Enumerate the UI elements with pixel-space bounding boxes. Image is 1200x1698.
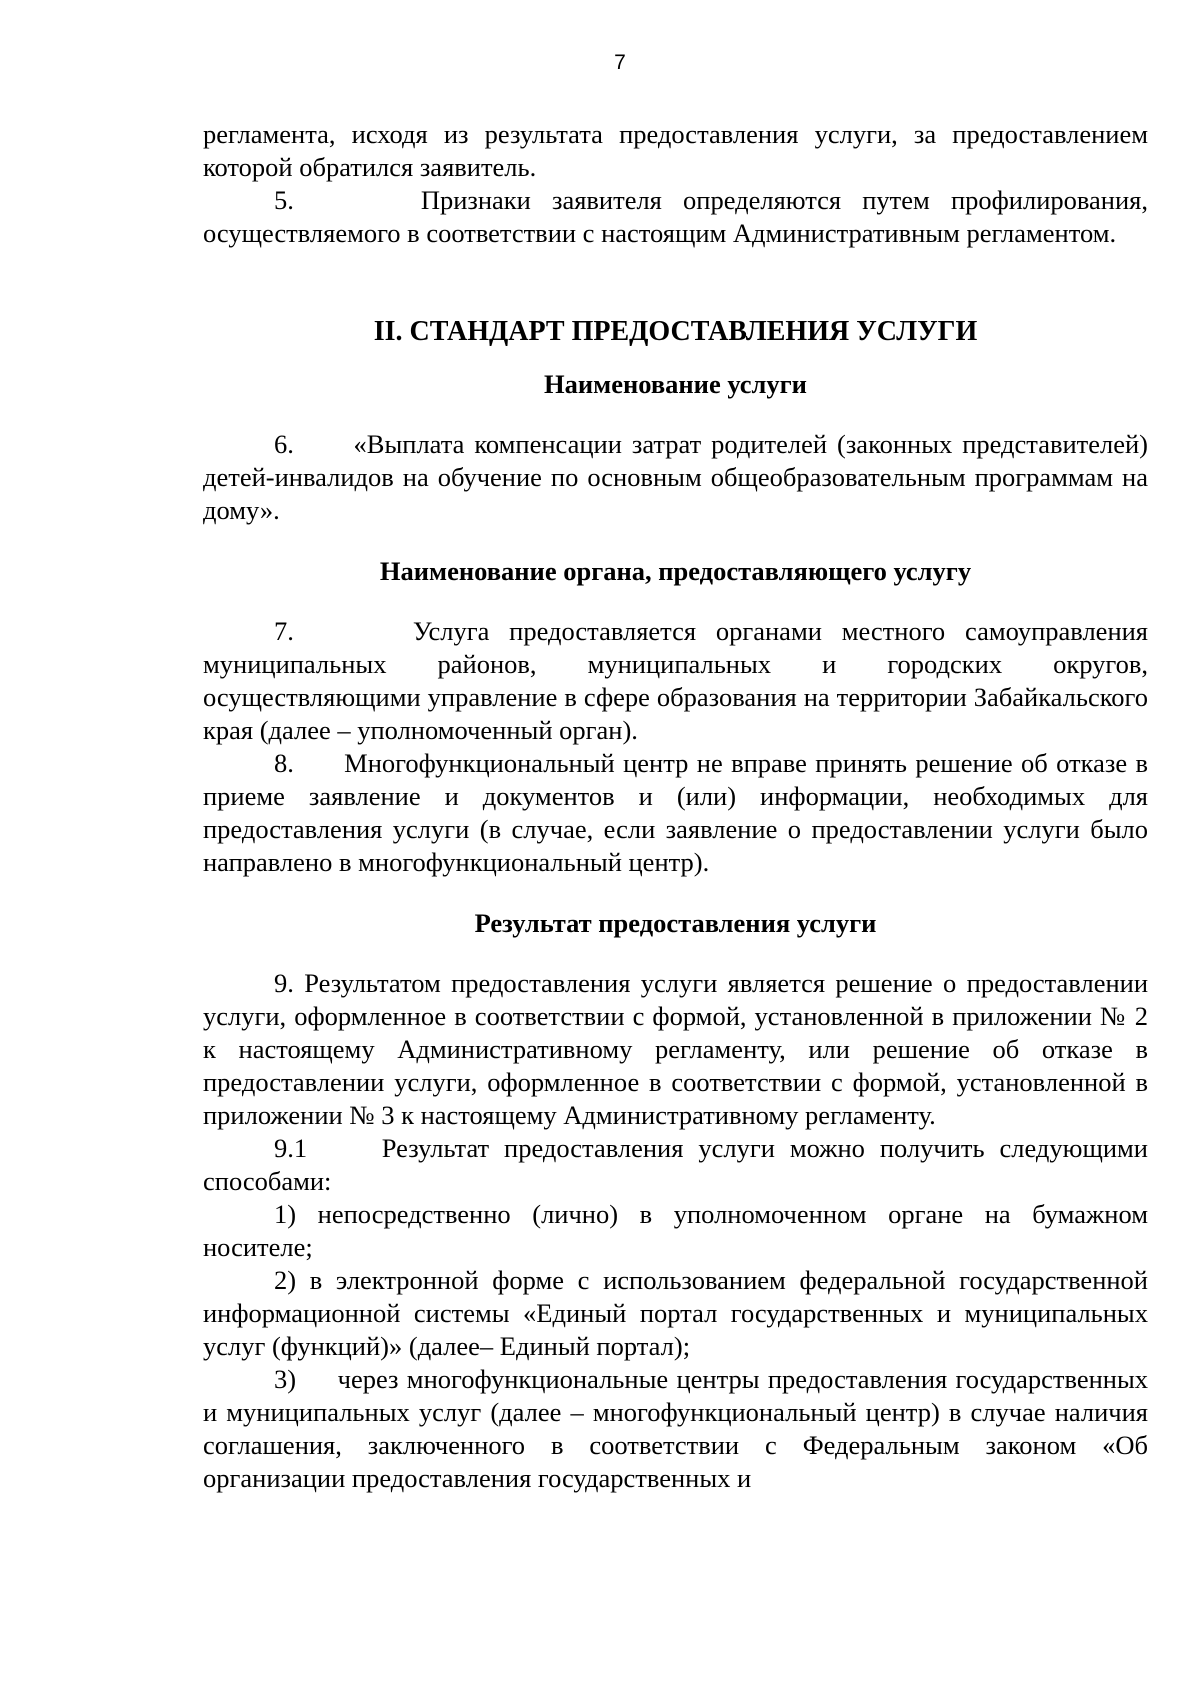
result-way-3: 3) через многофункциональные центры предоставления государственных и муниципальных услуг (далее – многофункциональный центр) в случае наличия соглашения, заключенного в соответствии с Федеральным законом «Об организации предоставления государственных и	[203, 1364, 1148, 1493]
spacer	[203, 401, 1148, 428]
heading-authority: Наименование органа, предоставляющего услугу	[379, 556, 972, 586]
heading-result: Результат предоставления услуги	[474, 908, 877, 938]
result-way-2: 2) в электронной форме с использованием федеральной государственной информационной системы «Единый портал государственных и муниципальных услуг (функций)» (далее– Единый портал);	[203, 1265, 1148, 1361]
paragraph-9: 9. Результатом предоставления услуги является решение о предоставлении услуги, оформленное в соответствии с формой, установленной в приложении № 2 к настоящему Административному регламенту, или решение об отказе в предоставлении услуги, оформленное в соответствии с формой, установленной в приложении № 3 к настоящему Административному регламенту.	[203, 968, 1148, 1130]
heading-service-name: Наименование услуги	[544, 369, 807, 399]
spacer	[203, 250, 1148, 315]
paragraph-8: 8. Многофункциональный центр не вправе принять решение об отказе в приеме заявление и документов и (или) информации, необходимых для предоставления услуги (в случае, если заявление о предоставлении услуги было направлено в многофункциональный центр).	[203, 748, 1148, 877]
result-way-1: 1) непосредственно (лично) в уполномоченном органе на бумажном носителе;	[203, 1199, 1148, 1262]
page-number: 7	[614, 51, 626, 74]
paragraph-5: 5. Признаки заявителя определяются путем профилирования, осуществляемого в соответствии с настоящим Административным регламентом.	[203, 185, 1148, 248]
intro-continuation: регламента, исходя из результата предоставления услуги, за предоставлением которой обратился заявитель.	[203, 119, 1148, 182]
section-title: II. СТАНДАРТ ПРЕДОСТАВЛЕНИЯ УСЛУГИ	[373, 316, 978, 347]
document-body	[203, 118, 1148, 1495]
paragraph-7: 7. Услуга предоставляется органами местного самоуправления муниципальных районов, муниципальных и городских округов, осуществляющими управление в сфере образования на территории Забайкальского края (далее – уполномоченный орган).	[203, 616, 1148, 745]
spacer	[203, 879, 1148, 907]
spacer	[203, 527, 1148, 555]
paragraph-6: 6. «Выплата компенсации затрат родителей (законных представителей) детей-инвалидов на обучение по основным общеобразовательным программам на дому».	[203, 429, 1148, 525]
spacer	[203, 588, 1148, 615]
paragraph-9-1: 9.1 Результат предоставления услуги можно получить следующими способами:	[203, 1133, 1148, 1196]
spacer	[203, 348, 1148, 368]
spacer	[203, 940, 1148, 967]
